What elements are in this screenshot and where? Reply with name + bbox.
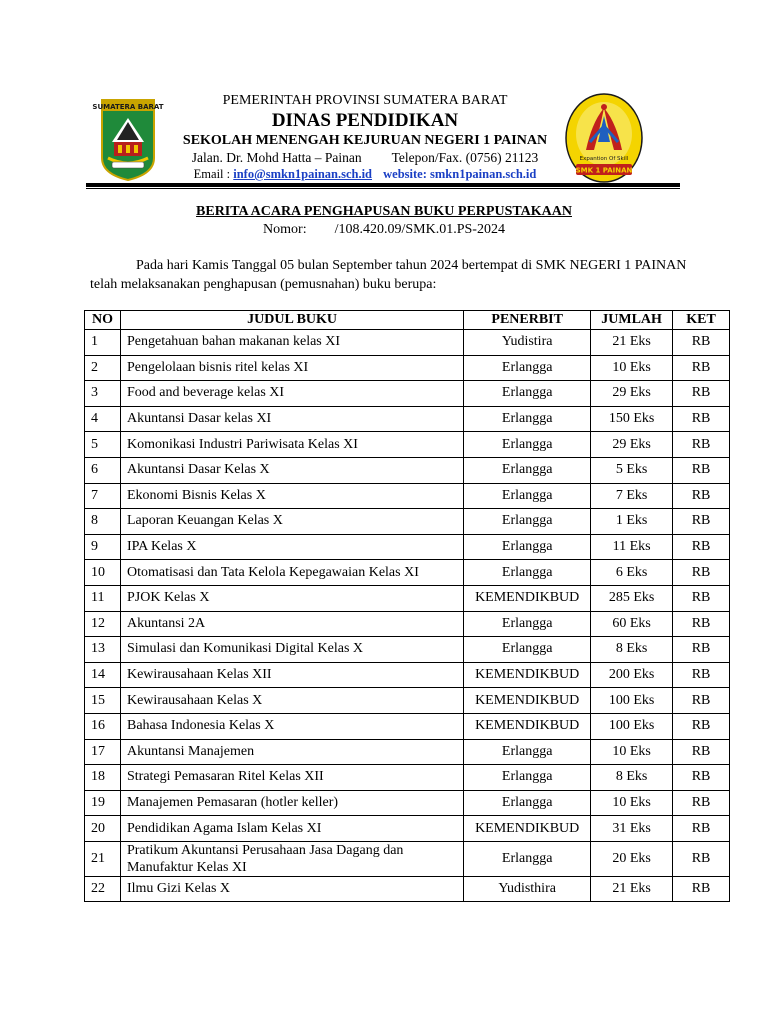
table-header-row [85, 311, 730, 330]
cell-judul-buku: Food and beverage kelas XI [120, 381, 463, 407]
table-row [85, 457, 730, 483]
website-label: website: [383, 167, 427, 181]
table-row [85, 876, 730, 902]
cell-jumlah: 6 Eks [591, 560, 673, 586]
table-row [85, 611, 730, 637]
cell-ket: RB [673, 790, 730, 816]
province-name: PEMERINTAH PROVINSI SUMATERA BARAT [222, 93, 508, 108]
cell-ket: RB [673, 483, 730, 509]
cell-penerbit: KEMENDIKBUD [464, 662, 591, 688]
letterhead [160, 92, 570, 182]
school-phone: Telepon/Fax. (0756) 21123 [391, 150, 539, 165]
cell-penerbit: Erlangga [464, 457, 591, 483]
email-label: Email : [193, 167, 231, 181]
table-row [85, 585, 730, 611]
header-ket: KET [673, 311, 730, 330]
table-row [85, 765, 730, 791]
cell-jumlah: 100 Eks [591, 688, 673, 714]
cell-ket: RB [673, 637, 730, 663]
cell-jumlah: 285 Eks [591, 585, 673, 611]
cell-no: 7 [85, 483, 121, 509]
cell-judul-buku: Akuntansi Manajemen [120, 739, 463, 765]
cell-penerbit: Erlangga [464, 790, 591, 816]
cell-penerbit: Erlangga [464, 765, 591, 791]
cell-penerbit: Yudistira [464, 330, 591, 356]
email-link[interactable]: info@smkn1painan.sch.id [233, 167, 373, 181]
cell-ket: RB [673, 560, 730, 586]
cell-judul-buku: IPA Kelas X [120, 534, 463, 560]
cell-no: 21 [85, 841, 121, 876]
header-judul-buku: JUDUL BUKU [120, 311, 463, 330]
cell-no: 15 [85, 688, 121, 714]
cell-judul-buku: Akuntansi 2A [120, 611, 463, 637]
cell-jumlah: 8 Eks [591, 637, 673, 663]
cell-ket: RB [673, 713, 730, 739]
cell-no: 12 [85, 611, 121, 637]
cell-jumlah: 21 Eks [591, 330, 673, 356]
cell-penerbit: Erlangga [464, 432, 591, 458]
cell-jumlah: 5 Eks [591, 457, 673, 483]
cell-ket: RB [673, 330, 730, 356]
number-label: Nomor: [263, 222, 307, 237]
cell-ket: RB [673, 688, 730, 714]
cell-no: 19 [85, 790, 121, 816]
cell-jumlah: 100 Eks [591, 713, 673, 739]
cell-penerbit: KEMENDIKBUD [464, 585, 591, 611]
cell-ket: RB [673, 739, 730, 765]
cell-penerbit: Erlangga [464, 509, 591, 535]
cell-ket: RB [673, 381, 730, 407]
number-value: /108.420.09/SMK.01.PS-2024 [334, 222, 505, 237]
cell-ket: RB [673, 841, 730, 876]
table-row [85, 662, 730, 688]
cell-ket: RB [673, 432, 730, 458]
table-row [85, 381, 730, 407]
table-row [85, 560, 730, 586]
cell-no: 22 [85, 876, 121, 902]
table-row [85, 355, 730, 381]
cell-judul-buku: Kewirausahaan Kelas X [120, 688, 463, 714]
cell-ket: RB [673, 765, 730, 791]
cell-ket: RB [673, 585, 730, 611]
table-row [85, 637, 730, 663]
cell-ket: RB [673, 876, 730, 902]
cell-jumlah: 8 Eks [591, 765, 673, 791]
table-row [85, 509, 730, 535]
cell-penerbit: Erlangga [464, 534, 591, 560]
cell-no: 6 [85, 457, 121, 483]
cell-no: 11 [85, 585, 121, 611]
cell-no: 18 [85, 765, 121, 791]
cell-judul-buku: Manajemen Pemasaran (hotler keller) [120, 790, 463, 816]
cell-ket: RB [673, 457, 730, 483]
table-row [85, 739, 730, 765]
cell-jumlah: 29 Eks [591, 381, 673, 407]
cell-penerbit: Erlangga [464, 355, 591, 381]
cell-penerbit: Erlangga [464, 483, 591, 509]
cell-no: 8 [85, 509, 121, 535]
cell-penerbit: Erlangga [464, 381, 591, 407]
cell-judul-buku: Ilmu Gizi Kelas X [120, 876, 463, 902]
cell-penerbit: Erlangga [464, 637, 591, 663]
cell-jumlah: 10 Eks [591, 739, 673, 765]
right-logo-motto: Expantion Of Skill [579, 156, 629, 162]
cell-judul-buku: PJOK Kelas X [120, 585, 463, 611]
cell-penerbit: Erlangga [464, 560, 591, 586]
cell-penerbit: Erlangga [464, 841, 591, 876]
cell-jumlah: 1 Eks [591, 509, 673, 535]
agency-name: DINAS PENDIDIKAN [271, 110, 459, 131]
cell-no: 2 [85, 355, 121, 381]
cell-ket: RB [673, 406, 730, 432]
book-table [84, 310, 730, 902]
cell-judul-buku: Otomatisasi dan Tata Kelola Kepegawaian Kelas XI [120, 560, 463, 586]
cell-no: 4 [85, 406, 121, 432]
document-number [86, 222, 682, 238]
table-row [85, 432, 730, 458]
cell-jumlah: 10 Eks [591, 355, 673, 381]
address-line [160, 150, 570, 166]
table-row [85, 841, 730, 876]
document-title: BERITA ACARA PENGHAPUSAN BUKU PERPUSTAKAAN [196, 204, 572, 219]
left-logo-text: SUMATERA BARAT [92, 103, 164, 111]
table-row [85, 790, 730, 816]
cell-judul-buku: Pratikum Akuntansi Perusahaan Jasa Dagang dan Manufaktur Kelas XI [120, 841, 463, 876]
cell-judul-buku: Kewirausahaan Kelas XII [120, 662, 463, 688]
cell-jumlah: 31 Eks [591, 816, 673, 842]
cell-ket: RB [673, 662, 730, 688]
cell-jumlah: 7 Eks [591, 483, 673, 509]
cell-no: 16 [85, 713, 121, 739]
table-row [85, 816, 730, 842]
cell-judul-buku: Komonikasi Industri Pariwisata Kelas XI [120, 432, 463, 458]
cell-penerbit: KEMENDIKBUD [464, 688, 591, 714]
header-jumlah: JUMLAH [591, 311, 673, 330]
letterhead-rule-thin [86, 188, 680, 189]
cell-no: 20 [85, 816, 121, 842]
cell-penerbit: KEMENDIKBUD [464, 713, 591, 739]
cell-penerbit: Erlangga [464, 739, 591, 765]
website-link[interactable]: smkn1painan.sch.id [430, 167, 537, 181]
letterhead-rule-thick [86, 183, 680, 187]
cell-ket: RB [673, 509, 730, 535]
cell-jumlah: 20 Eks [591, 841, 673, 876]
cell-judul-buku: Akuntansi Dasar Kelas X [120, 457, 463, 483]
cell-no: 3 [85, 381, 121, 407]
cell-judul-buku: Bahasa Indonesia Kelas X [120, 713, 463, 739]
cell-jumlah: 200 Eks [591, 662, 673, 688]
table-row [85, 534, 730, 560]
cell-jumlah: 60 Eks [591, 611, 673, 637]
table-body [85, 330, 730, 902]
table-row [85, 406, 730, 432]
cell-ket: RB [673, 355, 730, 381]
cell-no: 1 [85, 330, 121, 356]
cell-judul-buku: Pengelolaan bisnis ritel kelas XI [120, 355, 463, 381]
cell-no: 17 [85, 739, 121, 765]
cell-jumlah: 29 Eks [591, 432, 673, 458]
cell-jumlah: 10 Eks [591, 790, 673, 816]
header-no: NO [85, 311, 121, 330]
smk-1-painan-logo-icon [564, 92, 644, 184]
cell-jumlah: 150 Eks [591, 406, 673, 432]
cell-jumlah: 11 Eks [591, 534, 673, 560]
cell-judul-buku: Pengetahuan bahan makanan kelas XI [120, 330, 463, 356]
cell-judul-buku: Pendidikan Agama Islam Kelas XI [120, 816, 463, 842]
cell-penerbit: Erlangga [464, 611, 591, 637]
cell-judul-buku: Akuntansi Dasar kelas XI [120, 406, 463, 432]
cell-no: 13 [85, 637, 121, 663]
school-address: Jalan. Dr. Mohd Hatta – Painan [191, 150, 362, 165]
cell-penerbit: Yudisthira [464, 876, 591, 902]
cell-no: 14 [85, 662, 121, 688]
cell-ket: RB [673, 611, 730, 637]
contact-line [160, 166, 570, 182]
cell-ket: RB [673, 534, 730, 560]
cell-judul-buku: Strategi Pemasaran Ritel Kelas XII [120, 765, 463, 791]
cell-judul-buku: Laporan Keuangan Kelas X [120, 509, 463, 535]
opening-paragraph: Pada hari Kamis Tanggal 05 bulan September tahun 2024 bertempat di SMK NEGERI 1 PAINAN telah melaksanakan penghapusan (pemusnahan) buku berupa: [90, 258, 687, 292]
table-row [85, 330, 730, 356]
cell-no: 9 [85, 534, 121, 560]
cell-penerbit: Erlangga [464, 406, 591, 432]
cell-jumlah: 21 Eks [591, 876, 673, 902]
sumatera-barat-emblem-icon [92, 98, 164, 182]
header-penerbit: PENERBIT [464, 311, 591, 330]
cell-no: 10 [85, 560, 121, 586]
table-row [85, 483, 730, 509]
cell-judul-buku: Ekonomi Bisnis Kelas X [120, 483, 463, 509]
table-row [85, 713, 730, 739]
cell-ket: RB [673, 816, 730, 842]
table-row [85, 688, 730, 714]
cell-judul-buku: Simulasi dan Komunikasi Digital Kelas X [120, 637, 463, 663]
cell-no: 5 [85, 432, 121, 458]
right-logo-text: SMK 1 PAINAN [575, 166, 633, 175]
school-name: SEKOLAH MENENGAH KEJURUAN NEGERI 1 PAINAN [182, 133, 548, 148]
cell-penerbit: KEMENDIKBUD [464, 816, 591, 842]
